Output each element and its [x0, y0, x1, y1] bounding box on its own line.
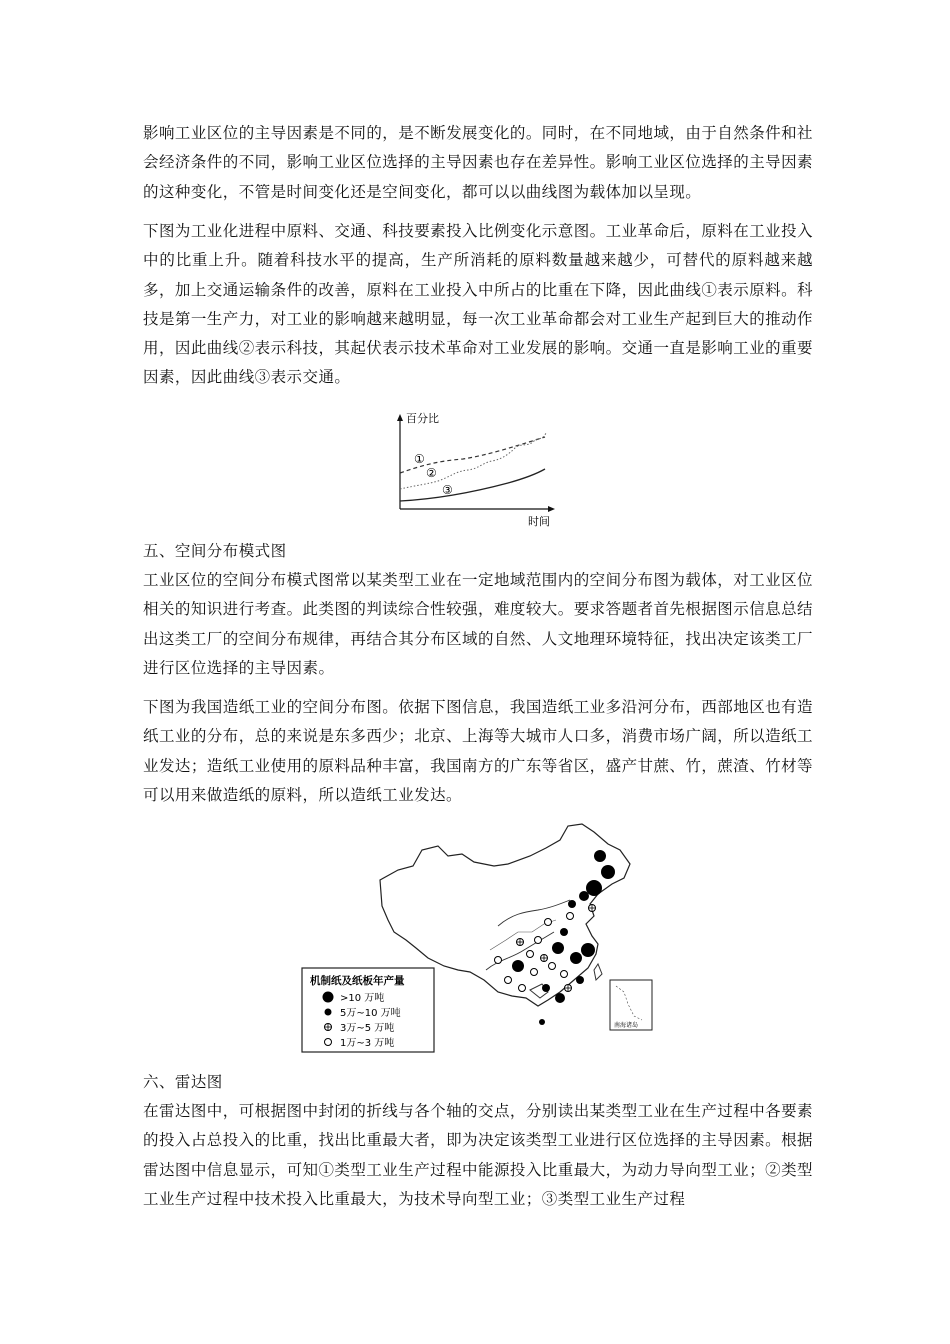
inset-label: 南海诸岛 — [614, 1022, 639, 1029]
y-axis-arrow — [397, 414, 403, 421]
marker-small — [505, 977, 512, 984]
marker-large — [586, 880, 602, 896]
marker-large — [512, 960, 524, 972]
legend-item-4: 1万~3 万吨 — [340, 1038, 395, 1049]
marker-medium — [560, 928, 568, 936]
heading-radar-chart: 六、雷达图 — [143, 1073, 223, 1091]
curve-chart — [378, 405, 568, 530]
marker-small — [549, 963, 556, 970]
marker-large — [594, 850, 606, 862]
marker-medium — [542, 984, 550, 992]
marker-medium — [576, 976, 584, 984]
legend-item-2: 5万~10 万吨 — [340, 1008, 401, 1019]
legend-title: 机制纸及纸板年产量 — [310, 975, 405, 987]
curve-figure — [378, 405, 568, 530]
y-axis-label: 百分比 — [406, 412, 439, 425]
legend-item-3: 3万~5 万吨 — [340, 1023, 395, 1034]
marker-small — [519, 985, 526, 992]
legend-symbol-small — [325, 1039, 332, 1046]
marker-medium — [539, 1019, 545, 1025]
x-axis-label: 时间 — [528, 515, 550, 528]
legend-symbol-medium — [325, 1009, 332, 1016]
marker-small — [567, 913, 574, 920]
paragraph-curve-explanation: 下图为工业化进程中原料、交通、科技要素投入比例变化示意图。工业革命后，原料在工业投入中的比重上升。随着科技水平的提高，生产所消耗的原料数量越来越少，可替代的原料越来越多，加上交通运输条件的改善，原料在工业投入中所占的比重在下降，因此曲线①表示原料。科技是第一生产力，对工业的影响越来越明显，每一次工业革命都会对工业生产起到巨大的推动作用，因此曲线②表示科技，其起伏表示技术革命对工业发展的影响。交通一直是影响工业的重要因素，因此曲线③表示交通。 — [143, 222, 813, 387]
taiwan-island — [594, 964, 602, 980]
marker-large — [601, 865, 615, 879]
curve-label-1: ① — [414, 452, 425, 466]
marker-small — [495, 957, 502, 964]
marker-small — [535, 937, 542, 944]
marker-large — [570, 952, 582, 964]
marker-small — [545, 919, 552, 926]
paragraph-paper-industry: 下图为我国造纸工业的空间分布图。依据下图信息，我国造纸工业多沿河分布，西部地区也有造纸工业的分布，总的来说是东多西少；北京、上海等大城市人口多，消费市场广阔，所以造纸工业发达；造纸工业使用的原料品种丰富，我国南方的广东等省区，盛产甘蔗、竹，蔗渣、竹材等可以用来做造纸的原料，所以造纸工业发达。 — [143, 698, 813, 804]
heading-spatial-distribution: 五、空间分布模式图 — [143, 542, 287, 560]
marker-large — [552, 942, 564, 954]
legend-symbol-large — [323, 992, 334, 1003]
marker-large — [581, 943, 595, 957]
marker-medium — [579, 891, 589, 901]
paragraph-radar-chart: 在雷达图中，可根据图中封闭的折线与各个轴的交点，分别读出某类型工业在生产过程中各要素的投入占总投入的比重，找出比重最大者，即为决定该类型工业进行区位选择的主导因素。根据雷达图中信息显示，可知①类型工业生产过程中能源投入比重最大，为动力导向型工业；②类型工业生产过程中技术投入比重最大，为技术导向型工业；③类型工业生产过程 — [143, 1102, 813, 1208]
marker-medium — [555, 993, 565, 1003]
paragraph-spatial-pattern: 工业区位的空间分布模式图常以某类型工业在一定地域范围内的空间分布图为载体，对工业区位相关的知识进行考查。此类图的判读综合性较强，难度较大。要求答题者首先根据图示信息总结出这类工厂的空间分布规律，再结合其分布区域的自然、人文地理环境特征，找出决定该类工厂进行区位选择的主导因素。 — [143, 571, 813, 677]
x-axis-arrow — [548, 506, 555, 512]
paper-industry-map-figure — [298, 820, 658, 1056]
curve-label-3: ③ — [442, 483, 453, 497]
paragraph-intro: 影响工业区位的主导因素是不同的，是不断发展变化的。同时，在不同地域，由于自然条件和社会经济条件的不同，影响工业区位选择的主导因素也存在差异性。影响工业区位选择的主导因素的这种变化，不管是时间变化还是空间变化，都可以以曲线图为载体加以呈现。 — [143, 124, 813, 201]
marker-small — [561, 971, 568, 978]
marker-small — [527, 951, 534, 958]
curve-label-2: ② — [426, 466, 437, 480]
marker-medium — [568, 900, 576, 908]
marker-small — [531, 969, 538, 976]
china-map — [298, 820, 658, 1056]
legend-item-1: >10 万吨 — [340, 993, 385, 1004]
